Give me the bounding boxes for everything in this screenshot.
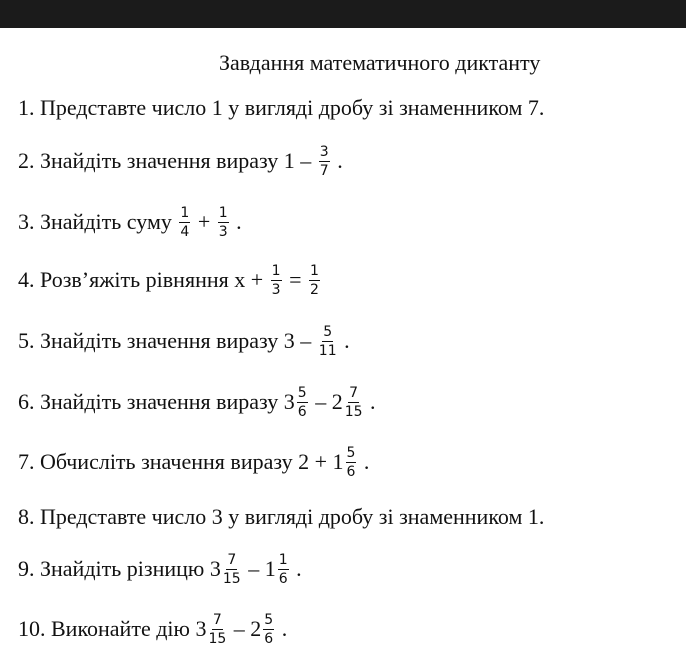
fraction xyxy=(208,613,226,646)
task-item xyxy=(18,380,376,424)
fraction-numerator: 7 xyxy=(227,551,237,568)
fraction-denominator: 6 xyxy=(346,463,356,480)
task-text: 5. Знайдіть значення виразу 3 – xyxy=(18,328,317,353)
fraction xyxy=(297,386,308,419)
fraction-denominator: 15 xyxy=(344,403,363,420)
fraction xyxy=(278,553,289,586)
task-item xyxy=(18,86,544,130)
task-text: 4. Розв’яжіть рівняння х + xyxy=(18,267,269,292)
fraction xyxy=(345,386,363,419)
task-text: . xyxy=(290,556,302,581)
page-title: Завдання математичного диктанту xyxy=(219,50,541,75)
fraction-numerator: 3 xyxy=(319,143,329,160)
fraction-numerator: 1 xyxy=(180,204,190,221)
task-item xyxy=(18,607,287,651)
task-text: 1. Представте число 1 у вигляді дробу зі знаменником 7. xyxy=(18,95,545,120)
task-text: + xyxy=(192,209,216,234)
fraction-denominator: 11 xyxy=(318,342,337,359)
task-text: . xyxy=(276,616,288,641)
task-item xyxy=(18,495,544,539)
fraction-denominator: 6 xyxy=(297,403,307,420)
fraction-numerator: 7 xyxy=(349,384,359,401)
task-item xyxy=(18,440,369,484)
fraction-denominator: 6 xyxy=(278,570,288,587)
task-text: 2. Знайдіть значення виразу 1 – xyxy=(18,148,317,173)
fraction-numerator: 1 xyxy=(278,551,288,568)
task-text: – 2 xyxy=(228,616,262,641)
fraction-numerator: 5 xyxy=(346,444,356,461)
fraction xyxy=(271,264,282,297)
task-text: – 2 xyxy=(309,389,343,414)
fraction-denominator: 2 xyxy=(309,281,319,298)
task-text: . xyxy=(331,148,343,173)
fraction xyxy=(179,206,190,239)
fraction-numerator: 5 xyxy=(264,611,274,628)
fraction xyxy=(309,264,320,297)
task-text: 9. Знайдіть різницю 3 xyxy=(18,556,221,581)
task-text: 8. Представте число 3 у вигляді дробу зі знаменником 1. xyxy=(18,504,545,529)
task-text: = xyxy=(283,267,307,292)
task-text: 6. Знайдіть значення виразу 3 xyxy=(18,389,295,414)
task-text: – 1 xyxy=(242,556,276,581)
fraction-numerator: 7 xyxy=(212,611,222,628)
task-item xyxy=(18,139,343,183)
task-text: . xyxy=(358,449,370,474)
fraction-numerator: 1 xyxy=(309,262,319,279)
fraction-denominator: 15 xyxy=(208,630,227,647)
task-item xyxy=(18,547,302,591)
fraction xyxy=(319,145,330,178)
fraction-numerator: 1 xyxy=(271,262,281,279)
fraction xyxy=(263,613,274,646)
fraction xyxy=(218,206,229,239)
top-bar xyxy=(0,0,686,28)
fraction-denominator: 15 xyxy=(222,570,241,587)
task-text: 7. Обчисліть значення виразу 2 + 1 xyxy=(18,449,344,474)
task-text: 3. Знайдіть суму xyxy=(18,209,178,234)
task-item xyxy=(18,258,322,302)
fraction-numerator: 1 xyxy=(218,204,228,221)
task-item xyxy=(18,200,242,244)
fraction xyxy=(223,553,241,586)
task-text: . xyxy=(364,389,376,414)
task-text: 10. Виконайте дію 3 xyxy=(18,616,207,641)
task-text: . xyxy=(230,209,242,234)
fraction xyxy=(346,446,357,479)
fraction-denominator: 3 xyxy=(271,281,281,298)
fraction-denominator: 7 xyxy=(319,162,329,179)
fraction-numerator: 5 xyxy=(323,323,333,340)
fraction-denominator: 3 xyxy=(218,223,228,240)
fraction-denominator: 6 xyxy=(264,630,274,647)
fraction xyxy=(319,325,337,358)
task-item xyxy=(18,319,350,363)
fraction-numerator: 5 xyxy=(297,384,307,401)
fraction-denominator: 4 xyxy=(180,223,190,240)
task-text: . xyxy=(338,328,350,353)
